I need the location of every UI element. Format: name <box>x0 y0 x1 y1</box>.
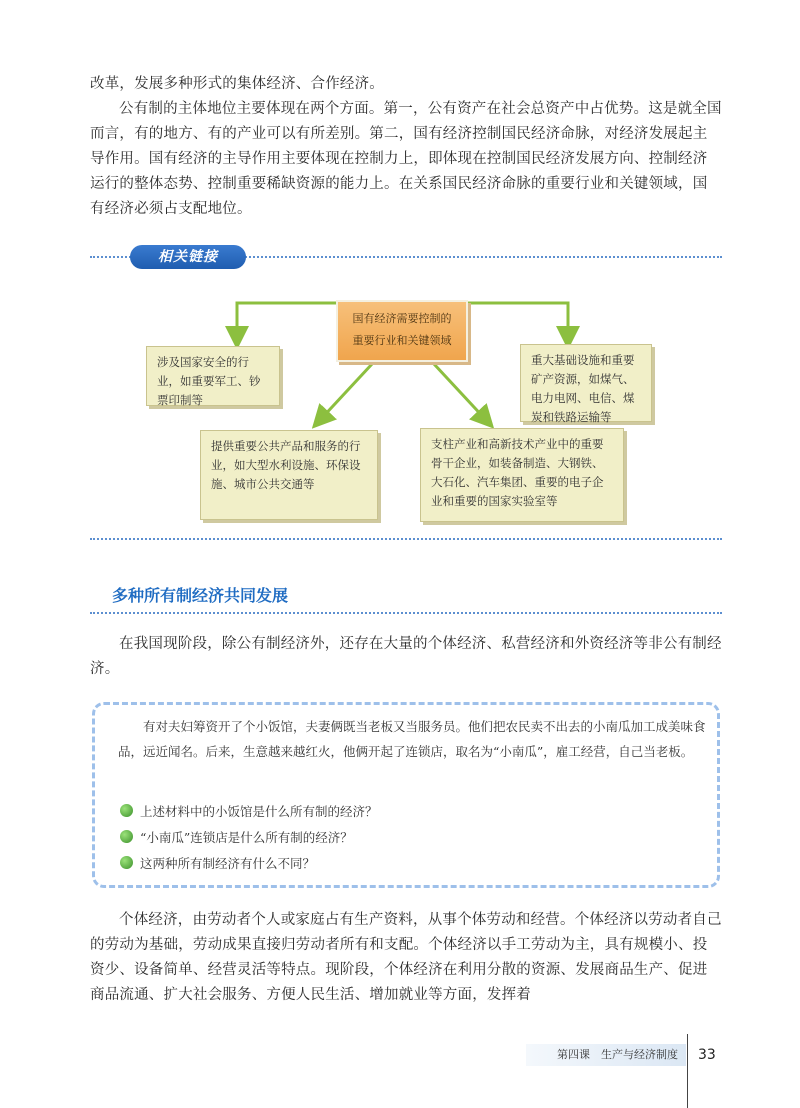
question-2 <box>140 828 353 846</box>
arrow-right-top <box>468 303 568 338</box>
arrow-left-bottom <box>320 364 372 420</box>
diagram-box-left-bottom: 提供重要公共产品和服务的行业，如大型水利设施、环保设施、城市公共交通等 <box>200 430 378 520</box>
diagram-center-box <box>336 300 468 362</box>
section-intro <box>90 632 722 682</box>
paragraph-public-ownership: 公有制的主体地位主要体现在两个方面。第一，公有资产在社会总资产中占优势。这是就全国而言，有的地方、有的产业可以有所差别。第二，国有经济控制国民经济命脉，对经济发展起主导作用。国有经济的主导作用主要体现在控制力上，即体现在控制国民经济发展方向、控制经济运行的整体态势、控制重要稀缺资源的能力上。在关系国民经济命脉的重要行业和关键领域，国有经济必须占支配地位。 <box>90 101 722 217</box>
question-2-text: “小南瓜”连锁店是什么所有制的经济？ <box>140 830 353 845</box>
bottom-text <box>90 908 722 1008</box>
section-intro-text: 在我国现阶段，除公有制经济外，还存在大量的个体经济、私营经济和外资经济等非公有制经济。 <box>90 636 722 677</box>
arrow-right-bottom <box>434 364 486 420</box>
section-title: 多种所有制经济共同发展 <box>112 586 289 605</box>
case-text <box>118 714 708 764</box>
question-3 <box>140 854 315 872</box>
question-1 <box>140 802 378 820</box>
diagram-box-right-bottom: 支柱产业和高新技术产业中的重要骨干企业，如装备制造、大钢铁、大石化、汽车集团、重要的电子企业和重要的国家实验室等 <box>420 428 624 522</box>
center-line-1: 国有经济需要控制的 <box>352 312 452 325</box>
center-line-2: 重要行业和关键领域 <box>352 334 452 347</box>
section-rule <box>90 612 722 614</box>
diagram-box-right-top: 重大基础设施和重要矿产资源，如煤气、电力电网、电信、煤炭和铁路运输等 <box>520 344 652 422</box>
case-paragraph: 有对夫妇筹资开了个小饭馆，夫妻俩既当老板又当服务员。他们把农民卖不出去的小南瓜加工成美味食品，远近闻名。后来，生意越来越红火，他俩开起了连锁店，取名为“小南瓜”，雇工经营，自己当老板。 <box>118 719 706 759</box>
paragraph-continuation: 改革，发展多种形式的集体经济、合作经济。 <box>90 76 384 92</box>
chapter-footer: 第四课 生产与经济制度 <box>526 1044 686 1066</box>
question-bullet-icon <box>120 830 133 843</box>
related-link-label: 相关链接 <box>130 245 246 269</box>
footer-divider <box>687 1034 688 1108</box>
page-number: 33 <box>698 1047 716 1063</box>
question-1-text: 上述材料中的小饭馆是什么所有制的经济？ <box>140 804 378 819</box>
question-bullet-icon <box>120 856 133 869</box>
link-bottom-rule <box>90 538 722 540</box>
arrow-left-top <box>237 303 336 338</box>
question-3-text: 这两种所有制经济有什么不同？ <box>140 856 316 871</box>
diagram-box-left-top: 涉及国家安全的行业，如重要军工、钞票印制等 <box>146 346 280 406</box>
paragraph-individual-economy: 个体经济，由劳动者个人或家庭占有生产资料，从事个体劳动和经营。个体经济以劳动者自己的劳动为基础，劳动成果直接归劳动者所有和支配。个体经济以手工劳动为主，具有规模小、投资少、设备简单、经营灵活等特点。现阶段，个体经济在利用分散的资源、发展商品生产、促进商品流通、扩大社会服务、方便人民生活、增加就业等方面，发挥着 <box>90 912 722 1003</box>
question-bullet-icon <box>120 804 133 817</box>
